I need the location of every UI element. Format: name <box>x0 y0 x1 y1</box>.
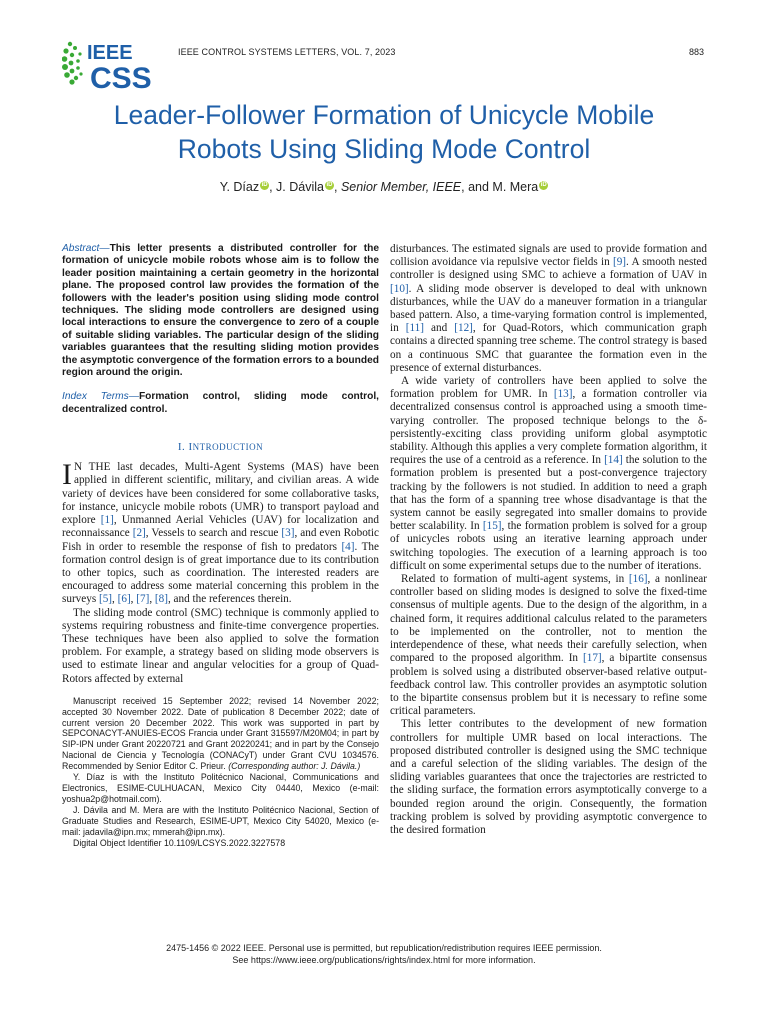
citation-link[interactable]: [16] <box>628 573 648 586</box>
citation-link[interactable]: [15] <box>482 520 502 533</box>
text: N THE last decades, Multi-Agent Systems (MAS) have been applied in different scientific, military, and civilian areas. A wide variety of devices have been considered for some collaborative tasks, for instance, unicycle mobile robots (UMR) to transport payload and explore <box>62 461 379 527</box>
footnote-affiliation-1: Y. Díaz is with the Instituto Politécnico Nacional, Communications and Electronics, ESIME-CULHUACAN, Mexico City 04440, Mexico (e-mail: yoshua2p@hotmail.com). <box>62 772 379 804</box>
intro-paragraph-1 <box>62 458 379 606</box>
journal-header: IEEE CONTROL SYSTEMS LETTERS, VOL. 7, 2023 <box>178 47 396 57</box>
citation-link[interactable]: [7] <box>136 593 150 606</box>
citation-link[interactable]: [12] <box>454 322 473 335</box>
text: , a formation controller via decentralized consensus control is approached using a smooth time-varying controller. The proposed technique belongs to the δ-persistently-exciting class providing uniform global asymptotic stability. Although this applies a very complete formation algorithm, it requires the use of a centroid as a reference. In <box>390 388 707 467</box>
citation-link[interactable]: [9] <box>612 256 627 269</box>
citation-link[interactable]: [5] <box>98 593 113 606</box>
text: , Unmanned Aerial Vehicles (UAV) for localization and reconnaissance <box>62 514 379 540</box>
paper-title <box>40 98 728 166</box>
title-line-2: Robots Using Sliding Mode Control <box>177 134 591 164</box>
body-paragraph-2 <box>390 375 707 573</box>
logo-ieee-text: IEEE <box>87 42 133 64</box>
text: Related to formation of multi-agent systems, in <box>401 573 629 586</box>
citation-link[interactable]: [13] <box>553 388 573 401</box>
abstract-label: Abstract— <box>62 243 110 254</box>
citation-link[interactable]: [6] <box>117 593 131 606</box>
left-column <box>62 243 379 848</box>
text: the solution to the formation problem is presented but a post-convergence trajectory tracking by the followers is not studied. In addition to need a graph that has the form of a spanning tree whose disadvantage is that the system cannot be easily segregated into smaller domains to provide better scalability. In <box>390 454 707 533</box>
intro-paragraph-2: The sliding mode control (SMC) technique is commonly applied to systems requiring robustness and finite-time convergence properties. These techniques have been also applied to solve the formation problem. For example, a strategy based on sliding mode observers is used to estimate linear and angular velocities for a group of Quad-Rotors affected by external <box>62 606 379 685</box>
citation-link[interactable]: [10] <box>390 282 409 295</box>
citation-link[interactable]: [11] <box>405 322 424 335</box>
citation-link[interactable]: [8] <box>154 593 168 606</box>
footnote-doi: Digital Object Identifier 10.1109/LCSYS.2022.3227578 <box>73 837 286 848</box>
right-column <box>390 243 707 837</box>
citation-link[interactable]: [1] <box>100 514 114 527</box>
title-line-1: Leader-Follower Formation of Unicycle Mobile <box>113 100 655 130</box>
author-davila: , J. Dávila <box>269 180 324 194</box>
citation-link[interactable]: [14] <box>604 454 623 467</box>
abstract-text: This letter presents a distributed controller for the formation of unicycle mobile robots whose aim is to follow the leader position maintaining a certain geometry in the horizontal plane. The proposed control law provides the formation of the followers with the leader's position using sliding mode control techniques. The sliding mode controllers are designed using local interactions to ensure the convergence to zero of a couple of suitable sliding variables. The particular design of the sliding variables guarantees that the resulting sliding motion provides the asymptotic convergence of the formation errors to a bounded region around the origin. <box>62 243 379 379</box>
text: . A smooth nested controller is designed using SMC to achieve a formation of UAV in <box>390 256 707 282</box>
text: , and the references therein. <box>167 593 292 606</box>
text: , <box>149 593 155 606</box>
section-title: NTRODUCTION <box>192 442 264 453</box>
drop-cap: I <box>62 458 72 492</box>
body-paragraph-3 <box>390 573 707 718</box>
logo-graphic <box>62 36 182 98</box>
text: , a bipartite consensus problem is solved using a distributed observer-based relative output-feedback control law. This controller provides an asymptotic solution to the bipartite consensus problem but it is necessary to refine some critical parameters. <box>390 652 707 718</box>
copyright-notice <box>40 943 728 966</box>
text: , and even Robotic Fish in order to resemble the response of fish to predators <box>62 527 379 553</box>
body-paragraph-1 <box>390 243 707 375</box>
corresponding-author: (Corresponding author: J. Dávila.) <box>228 761 361 772</box>
citation-link[interactable]: [3] <box>281 527 295 540</box>
author-line <box>40 180 728 194</box>
text: disturbances. The estimated signals are used to provide formation and collision avoidance via repulsive vector fields in <box>390 243 707 269</box>
orcid-icon[interactable]: iD <box>540 181 547 188</box>
section-numeral: I. I <box>177 441 193 454</box>
copyright-line-1: 2475-1456 © 2022 IEEE. Personal use is permitted, but republication/redistribution requires IEEE permission. <box>166 943 602 953</box>
text: , for Quad-Rotors, which communication graph contains a directed spanning tree scheme. The control strategy is based on a continuous SMC that guarantee the formation even in the presence of external disturbances. <box>390 322 708 374</box>
index-terms-label: Index Terms— <box>62 391 139 403</box>
text: , the formation problem is solved for a group of unicycles robots using an iterative learning approach under switching topologies. The execution of a learning approach is too difficult on some experimental setups due to the number of iterations. <box>390 520 707 572</box>
orcid-icon[interactable]: iD <box>261 181 268 188</box>
text: A wide variety of controllers have been applied to solve the formation problem for UMR. In <box>390 375 707 401</box>
footnote-affiliation-2: J. Dávila and M. Mera are with the Instituto Politécnico Nacional, Section of Graduate Studies and Research, ESIME-UPT, Mexico City 54020, Mexico (e-mail: jadavila@ipn.mx; mmerah@ipn.mx). <box>62 804 379 837</box>
footnote-manuscript <box>62 696 379 772</box>
text: . A sliding mode observer is developed to deal with unknown disturbances, while the UAV do a maneuver formation in a triangular based pattern. Also, a time-varying formation control is implemented, in <box>390 282 707 335</box>
abstract <box>62 243 379 379</box>
page-number: 883 <box>688 47 704 57</box>
index-terms <box>62 391 379 416</box>
index-terms-text: Formation control, sliding mode control, decentralized control. <box>62 391 380 415</box>
text: , <box>130 593 137 606</box>
logo-css-text: CSS <box>90 62 152 95</box>
section-heading-introduction <box>62 441 379 453</box>
text: , Vessels to search and rescue <box>145 527 282 540</box>
ieee-css-logo <box>62 36 182 98</box>
copyright-line-2: See https://www.ieee.org/publications/rights/index.html for more information. <box>232 954 536 965</box>
author-membership: Senior Member, IEEE <box>340 180 462 194</box>
author-diaz: Y. Díaz <box>219 180 260 194</box>
text: . The formation control design is of great importance due to its contribution to other topics, such as coordination. The interested readers are encouraged to address some material concerning this problem in the surveys <box>62 540 379 606</box>
text: , a nonlinear controller based on sliding modes is designed to solve the fixed-time consensus of multiple agents. Due to the design of the algorithm, in a chained form, it requires additional calculus related to the parameters to be implemented on the controller, not to mention the interdependence of these, what needs their carefully selection, when compared to the proposed algorithm. In <box>390 573 707 665</box>
orcid-icon[interactable]: iD <box>326 181 333 188</box>
text: and <box>424 322 455 335</box>
author-mera: , and M. Mera <box>461 180 539 194</box>
citation-link[interactable]: [4] <box>341 540 355 553</box>
text: Manuscript received 15 September 2022; revised 14 November 2022; accepted 30 November 2022. Date of publication 8 December 2022; date of current version 20 December 2022. This work was supported in part by SEPCONACYT-ANUIES-ECOS Francia under Grant 315597/M20M04; in part by SIP-IPN under Grant 20220721 and Grant 20220241; and in part by the Consejo Nacional de Ciencia y Tecnología (CONACyT) under Grant CVU 1034576. Recommended by Senior Editor C. Prieur. <box>62 695 379 772</box>
citation-link[interactable]: [17] <box>583 652 602 665</box>
citation-link[interactable]: [2] <box>132 527 146 540</box>
author-separator: , <box>333 180 341 194</box>
body-paragraph-4: This letter contributes to the development of new formation controllers for multiple UMR based on local interactions. The proposed distributed controller is designed using the SMC technique and a careful selection of the sliding variables. The design of the sliding variables guarantees that once the trajectories are restricted to the sliding surface, the formation errors asymptotically converge to a bounded region around the origin. Consequently, the formation tracking problem is solved by providing asymptotic convergence to the desired formation <box>390 718 707 836</box>
text: , <box>112 593 118 606</box>
